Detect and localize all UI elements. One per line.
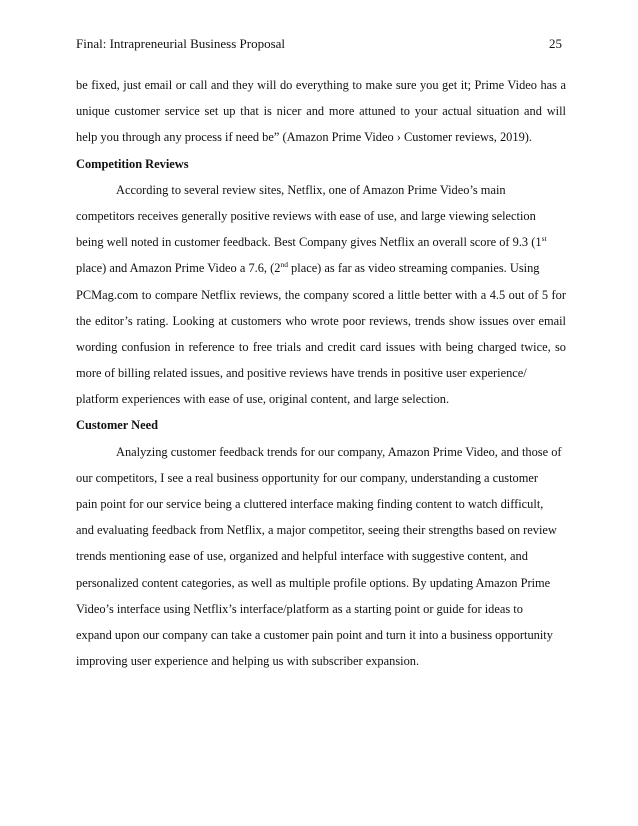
page-header [76,36,562,54]
paragraph-line: improving user experience and helping us with subscriber expansion. [76,654,420,669]
paragraph-line: the editor’s rating. Looking at customers who wrote poor reviews, trends show issues over email [76,313,566,328]
paragraph-line: unique customer service set up that is nicer and more attuned to your actual situation and will [76,104,566,119]
section-heading-customer-need: Customer Need [76,418,159,433]
paragraph-line: Analyzing customer feedback trends for our company, Amazon Prime Video, and those of [116,444,562,459]
paragraph-line: wording confusion in reference to free trials and credit card issues with being charged twice, so [76,339,566,354]
paragraph-line: expand upon our company can take a customer pain point and turn it into a business opportunity [76,627,553,642]
line-text: place) as far as video streaming companies. Using [287,261,540,276]
paragraph-line: Video’s interface using Netflix’s interface/platform as a starting point or guide for ideas to [76,601,523,616]
paragraph-line: pain point for our service being a cluttered interface making finding content to watch difficult, [76,497,544,511]
section-heading-competition: Competition Reviews [76,156,189,171]
paragraph-line: help you through any process if need be” (Amazon Prime Video › Customer reviews, 2019). [76,130,532,145]
paragraph-line: platform experiences with ease of use, original content, and large selection. [76,392,450,407]
paragraph-line [76,255,566,281]
paragraph-line: more of billing related issues, and positive reviews have trends in positive user experience/ [76,366,527,381]
paragraph-line: competitors receives generally positive reviews with ease of use, and large viewing selection [76,208,536,223]
document-body [76,72,566,674]
paragraph-line: be fixed, just email or call and they will do everything to make sure you get it; Prime Video has a [76,78,566,92]
paragraph-line: According to several review sites, Netflix, one of Amazon Prime Video’s main [116,182,506,197]
paragraph-line: trends mentioning ease of use, organized and helpful interface with suggestive content, and [76,549,528,564]
page-number: 25 [549,36,562,51]
superscript: st [541,234,547,243]
paragraph-line: PCMag.com to compare Netflix reviews, the company scored a little better with a 4.5 out of 5 for [76,287,566,302]
line-text: being well noted in customer feedback. Best Company gives Netflix an overall score of 9.3 (1 [76,235,542,250]
running-head: Final: Intrapreneurial Business Proposal [76,36,286,51]
superscript: nd [280,260,288,270]
line-text: place) and Amazon Prime Video a 7.6, (2 [76,261,281,276]
paragraph-line: and evaluating feedback from Netflix, a major competitor, seeing their strengths based on review [76,523,557,538]
paragraph-line [76,229,566,255]
paragraph-line: personalized content categories, as well as multiple profile options. By updating Amazon Prime [76,575,551,590]
paragraph-line: our competitors, I see a real business opportunity for our company, understanding a customer [76,470,539,485]
